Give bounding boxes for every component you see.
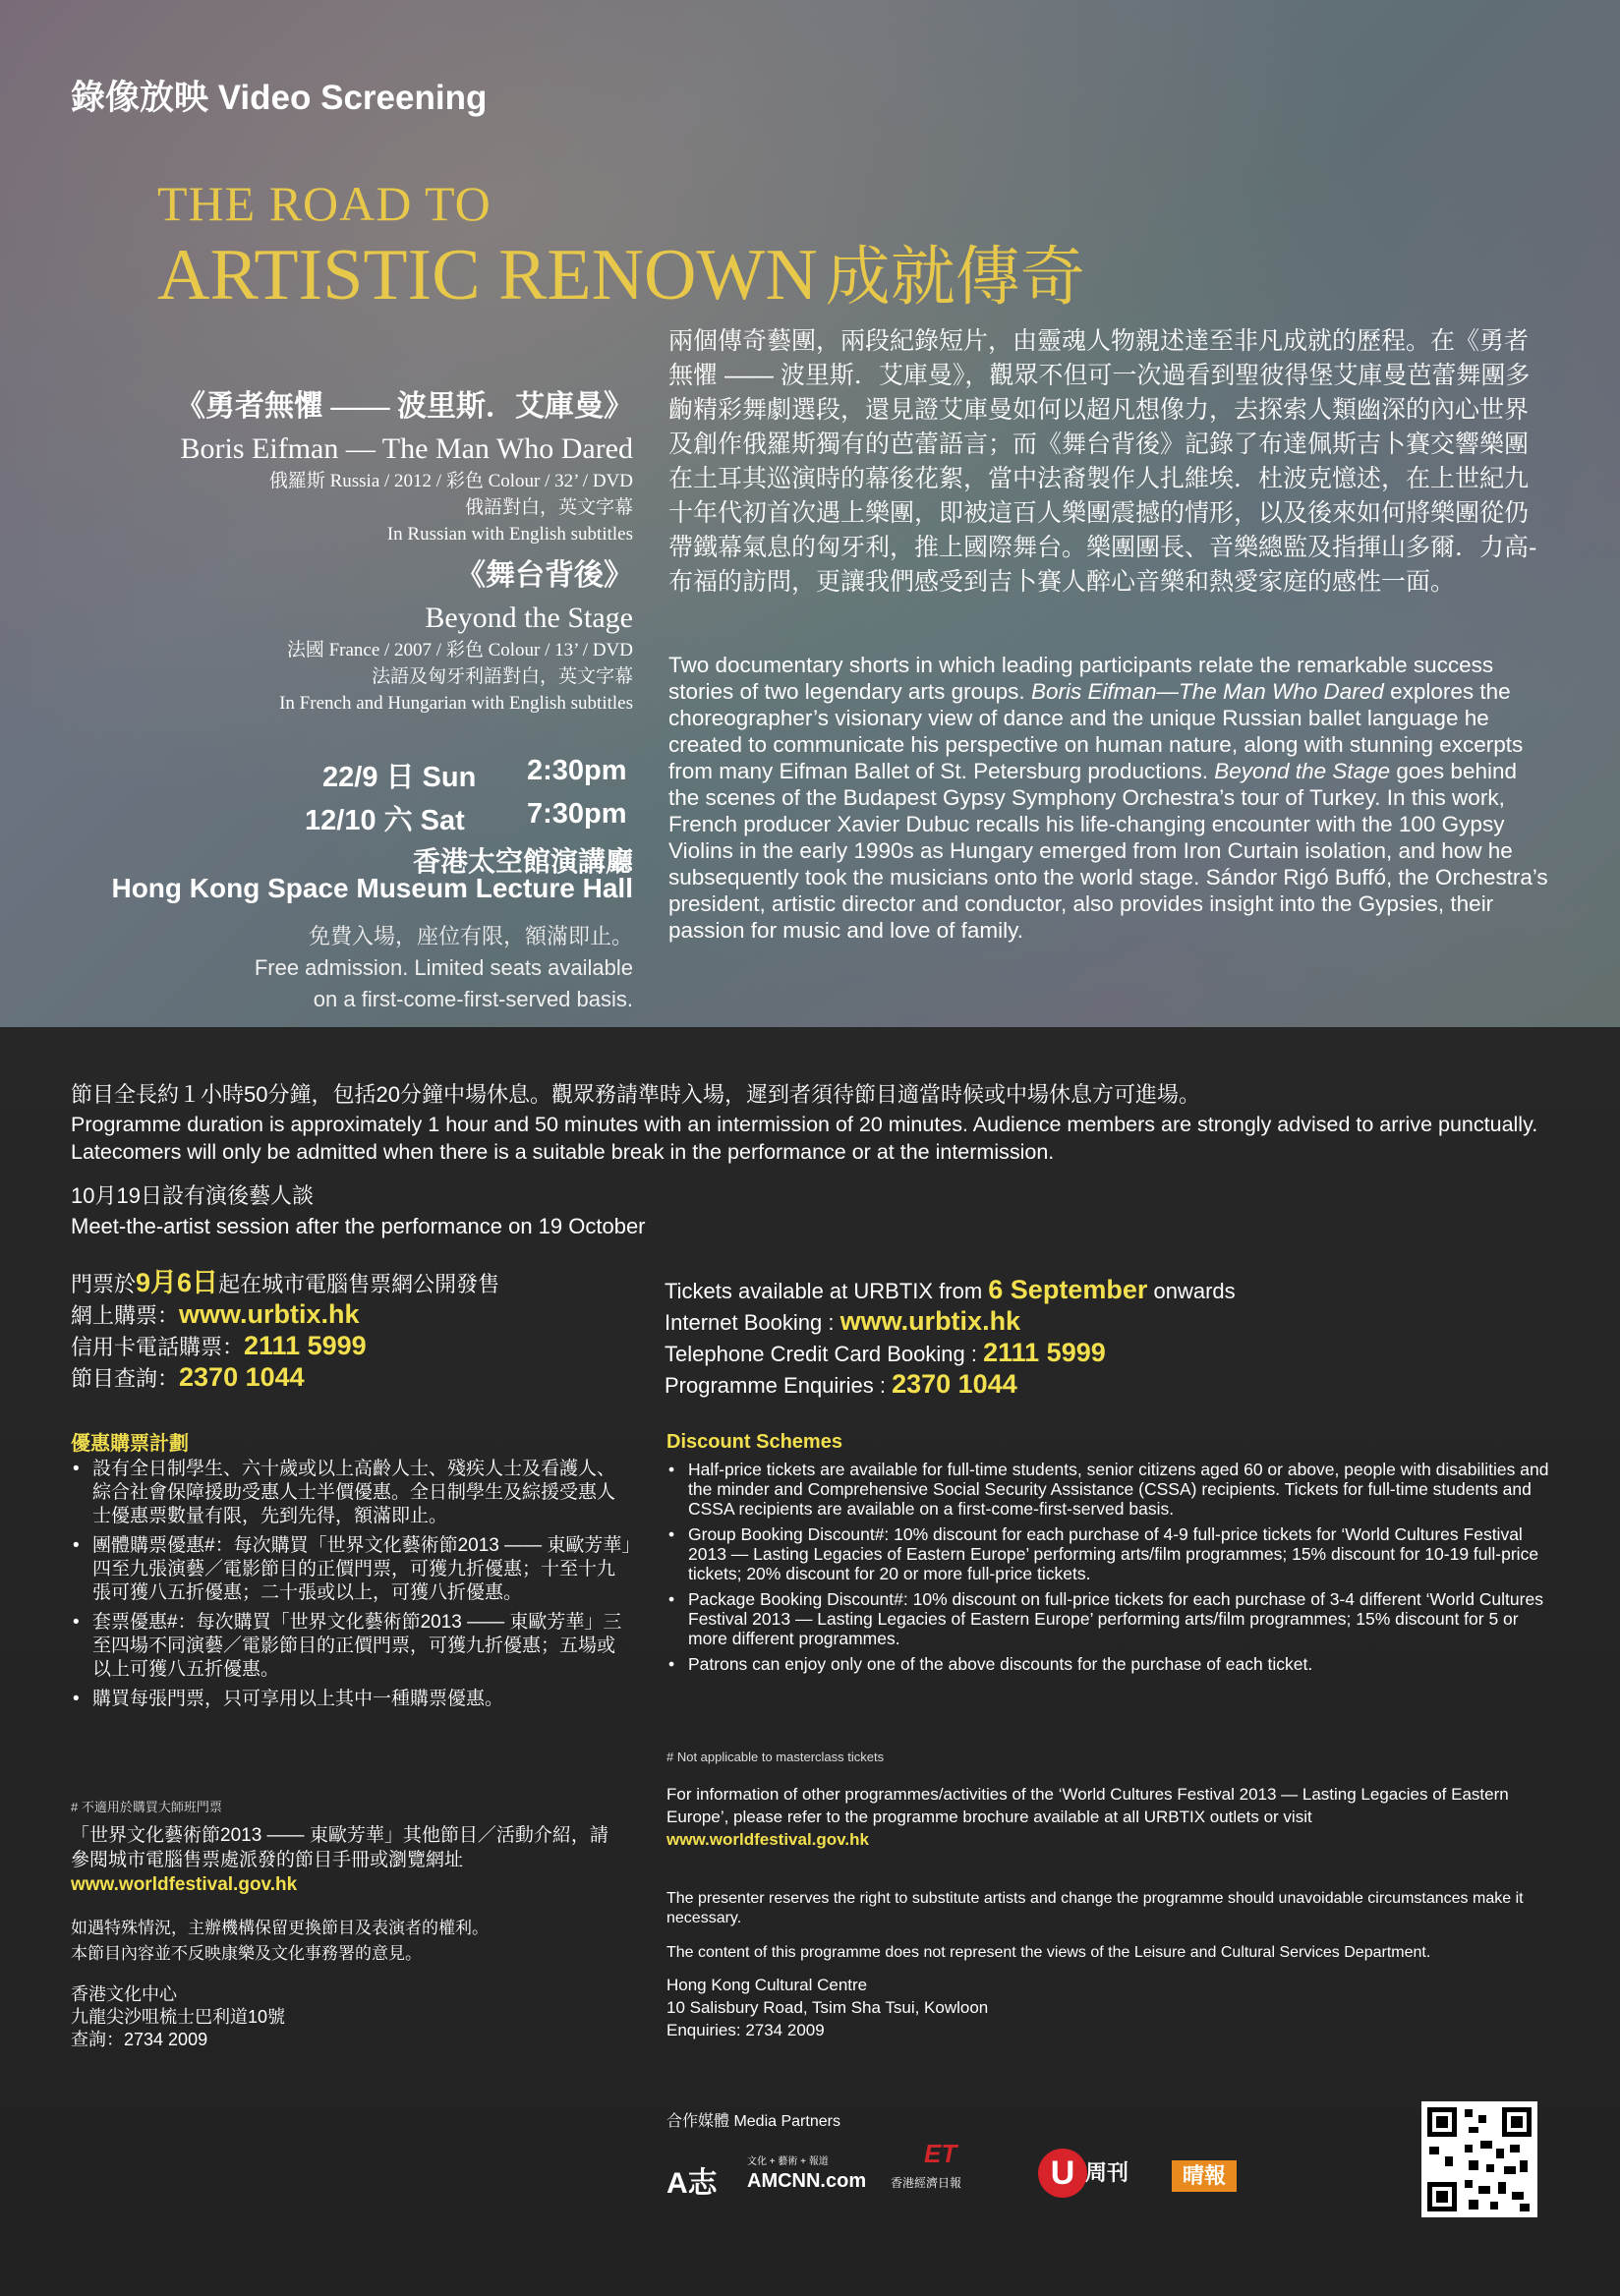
tickets-zh-date: 9月6日 bbox=[136, 1268, 219, 1297]
u-magazine-logo: U bbox=[1038, 2149, 1087, 2198]
film-2-en-title: Beyond the Stage bbox=[425, 602, 633, 634]
info-zh-programmes bbox=[71, 1823, 609, 1897]
amcnn-logo-mark: A志 bbox=[666, 2167, 718, 2200]
tickets-zh-l1c: 起在城市電腦售票網公開發售 bbox=[218, 1272, 500, 1296]
tickets-en-urbtix-link[interactable]: www.urbtix.hk bbox=[839, 1306, 1021, 1336]
info-en-address bbox=[666, 1974, 988, 2041]
tickets-en-l3a: Telephone Credit Card Booking : bbox=[665, 1342, 984, 1366]
discount-en-list bbox=[666, 1460, 1558, 1680]
tickets-en-l2a: Internet Booking : bbox=[665, 1310, 840, 1335]
tickets-zh-l3a: 信用卡電話購票： bbox=[71, 1335, 245, 1359]
venue-zh: 香港太空館演講廳 bbox=[412, 846, 633, 877]
top-section bbox=[0, 0, 1620, 1027]
title-line1: THE ROAD TO bbox=[157, 176, 492, 231]
title-line2-en: ARTISTIC RENOWN bbox=[157, 235, 818, 316]
discount-en-heading: Discount Schemes bbox=[666, 1431, 842, 1453]
tickets-en-l1c: onwards bbox=[1147, 1279, 1236, 1303]
info-zh-views: 本節目內容並不反映康樂及文化事務署的意見。 bbox=[71, 1944, 422, 1963]
film-2-meta3: In French and Hungarian with English subtitles bbox=[279, 693, 633, 714]
qr-code-icon[interactable] bbox=[1421, 2101, 1537, 2217]
venue-en: Hong Kong Space Museum Lecture Hall bbox=[111, 873, 633, 903]
tickets-en-l1a: Tickets available at URBTIX from bbox=[665, 1279, 989, 1303]
film-2 bbox=[279, 550, 633, 717]
discount-en-footnote: # Not applicable to masterclass tickets bbox=[666, 1750, 885, 1764]
discount-zh-item: • 設有全日制學生、六十歲或以上高齡人士、殘疾人士及看護人、綜合社會保障援助受惠人士半價優惠。全日制學生及綜援受惠人士優惠票數量有限，先到先得，額滿即止。 bbox=[92, 1458, 631, 1528]
film-1-meta3: In Russian with English subtitles bbox=[386, 524, 633, 545]
discount-en-item: • Group Booking Discount#: 10% discount for each purchase of 4-9 full-price tickets for ‘World Cultures Festival 2013 — Lasting Legacies of Eastern Europe’ performing arts/film programmes; 15% discount for 10-19 full-price tickets; 20% discount for 20 or more full-price tickets. bbox=[688, 1524, 1558, 1583]
admission-zh: 免費入場，座位有限，額滿即止。 bbox=[308, 924, 633, 948]
tickets-zh-urbtix-link[interactable]: www.urbtix.hk bbox=[179, 1299, 360, 1329]
section-label: 錄像放映 Video Screening bbox=[71, 79, 488, 117]
tickets-zh-enquiry: 2370 1044 bbox=[179, 1362, 305, 1392]
description-en-p1: Two documentary shorts in which leading participants relate the remarkable success stories of two legendary arts groups. bbox=[668, 653, 1494, 704]
discount-zh-list bbox=[71, 1458, 631, 1717]
tickets-zh bbox=[71, 1268, 499, 1394]
discount-en-item: • Package Booking Discount#: 10% discount on full-price tickets for each purchase of 3-4 different ‘World Cultures Festival 2013 — Lasting Legacies of Eastern Europe’ performing arts/film programmes; 15% discount for 5 or more different programmes. bbox=[688, 1589, 1558, 1648]
meet-artist-zh: 10月19日設有演後藝人談 bbox=[71, 1183, 314, 1208]
discount-en-item: • Patrons can enjoy only one of the above discounts for the purchase of each ticket. bbox=[688, 1654, 1558, 1674]
info-en-website-link[interactable]: www.worldfestival.gov.hk bbox=[666, 1830, 869, 1849]
info-zh-addr3: 查詢：2734 2009 bbox=[71, 2030, 208, 2049]
film-1-meta1: 俄羅斯 Russia / 2012 / 彩色 Colour / 32’ / DVD bbox=[268, 471, 633, 491]
description-zh: 兩個傳奇藝團，兩段紀錄短片，由靈魂人物親述達至非凡成就的歷程。在《勇者無懼 —— 波里斯．艾庫曼》，觀眾不但可一次過看到聖彼得堡艾庫曼芭蕾舞團多齣精彩舞劇選段，還見證艾庫曼如何以超凡想像力，去探索人類幽深的內心世界及創作俄羅斯獨有的芭蕾語言；而《舞台背後》記錄了布達佩斯吉卜賽交響樂團在土耳其巡演時的幕後花絮，當中法裔製作人扎維埃．杜波克憶述，在上世紀九十年代初首次遇上樂團，即被這百人樂團震撼的情形，以及後來如何將樂團從仍帶鐵幕氣息的匈牙利，推上國際舞台。樂團團長、音樂總監及指揮山多爾．力高-布福的訪問，更讓我們感受到吉卜賽人醉心音樂和熱愛家庭的感性一面。 bbox=[668, 327, 1537, 596]
tickets-en-phone: 2111 5999 bbox=[983, 1338, 1106, 1367]
hket-logo-mark: ET bbox=[924, 2139, 957, 2168]
description-en bbox=[668, 652, 1548, 944]
amcnn-logo bbox=[666, 2158, 718, 2202]
tickets-zh-l4a: 節目查詢： bbox=[71, 1366, 180, 1391]
info-en-rights: The presenter reserves the right to substitute artists and change the programme should unavoidable circumstances make it necessary. bbox=[666, 1890, 1524, 1926]
schedule-1-date: 22/9 日 Sun bbox=[322, 762, 477, 793]
info-en-addr3: Enquiries: 2734 2009 bbox=[666, 2021, 825, 2039]
info-en-programmes bbox=[666, 1783, 1536, 1851]
info-zh-website-link[interactable]: www.worldfestival.gov.hk bbox=[71, 1874, 298, 1895]
admission-info bbox=[255, 921, 633, 1015]
film-2-meta1: 法國 France / 2007 / 彩色 Colour / 13’ / DVD bbox=[286, 640, 633, 660]
film-1 bbox=[176, 381, 633, 547]
discount-en-item: • Half-price tickets are available for full-time students, senior citizens aged 60 or above, people with disabilities and the minder and Comprehensive Social Security Assistance (CSSA) recipients. Tickets for full-time students and CSSA recipients are available on a first-come-first-served basis. bbox=[688, 1460, 1558, 1519]
discount-zh-footnote: # 不適用於購買大師班門票 bbox=[71, 1800, 222, 1814]
duration-en: Programme duration is approximately 1 hour and 50 minutes with an intermission of 20 minutes. Audience members are strongly advised to arrive punctually. Latecomers will only be admitted when there is a suitable break in the performance or at the intermission. bbox=[71, 1113, 1538, 1164]
duration-zh: 節目全長約１小時50分鐘，包括20分鐘中場休息。觀眾務請準時入場，遲到者須待節目適當時候或中場休息方可進場。 bbox=[71, 1082, 1200, 1107]
description-en-title2: Beyond the Stage bbox=[1214, 759, 1391, 783]
film-1-zh-title: 《勇者無懼 —— 波里斯．艾庫曼》 bbox=[176, 390, 633, 423]
discount-zh-item: • 購買每張門票，只可享用以上其中一種購票優惠。 bbox=[92, 1688, 631, 1711]
title-line2-zh: 成就傳奇 bbox=[825, 242, 1085, 314]
amcnn-tagline: 文化 + 藝術 + 報道 bbox=[747, 2156, 829, 2167]
tickets-zh-phone: 2111 5999 bbox=[244, 1331, 367, 1360]
schedule-1-time: 2:30pm bbox=[527, 755, 627, 786]
info-zh-address bbox=[71, 1983, 285, 2051]
discount-zh-heading: 優惠購票計劃 bbox=[71, 1433, 189, 1455]
admission-en2: on a first-come-first-served basis. bbox=[313, 987, 633, 1011]
discount-zh-item: • 團體購票優惠#：每次購買「世界文化藝術節2013 —— 東歐芳華」四至九張演藝／電影節目的正價門票，可獲九折優惠；十至十九張可獲八五折優惠；二十張或以上，可獲八折優惠。 bbox=[92, 1534, 631, 1605]
u-magazine-logo-text: 周刊 bbox=[1085, 2160, 1129, 2185]
title-line2 bbox=[157, 224, 1085, 317]
film-2-meta2: 法語及匈牙利語對白，英文字幕 bbox=[371, 666, 633, 687]
info-en-views: The content of this programme does not represent the views of the Leisure and Cultural Services Department. bbox=[666, 1944, 1431, 1961]
media-partners-label: 合作媒體 Media Partners bbox=[666, 2113, 840, 2130]
tickets-zh-l1a: 門票於 bbox=[71, 1272, 137, 1296]
info-zh-addr1: 香港文化中心 bbox=[71, 1984, 177, 2004]
info-zh-rights: 如遇特殊情況，主辦機構保留更換節目及表演者的權利。 bbox=[71, 1919, 489, 1937]
discount-zh-item: • 套票優惠#：每次購買「世界文化藝術節2013 —— 東歐芳華」三至四場不同演藝／電影節目的正價門票，可獲九折優惠；五場或以上可獲八五折優惠。 bbox=[92, 1611, 631, 1682]
tickets-en-enquiry: 2370 1044 bbox=[892, 1369, 1017, 1399]
description-en-p2: explores the choreographer’s visionary view of dance and the unique Russian ballet language he created to communicate his perspective on human nature, along with stunning excerpts from many Eifman Ballet of St. Petersburg productions. bbox=[668, 679, 1524, 783]
description-en-title1: Boris Eifman—The Man Who Dared bbox=[1030, 679, 1384, 704]
tickets-zh-l2a: 網上購票： bbox=[71, 1303, 180, 1328]
schedule-2-time: 7:30pm bbox=[527, 798, 627, 830]
description-en-p3: goes behind the scenes of the Budapest Gypsy Symphony Orchestra’s tour of Turkey. In this work, French producer Xavier Dubuc recalls his life-changing encounter with the 100 Gypsy Violins in the early 1990s as Hungary emerged from Iron Curtain isolation, and how he subsequently took the musicians onto the world stage. Sándor Rigó Buffó, the Orchestra’s president, artistic director and conductor, also provides insight into the Gypsies, their passion for music and love of family. bbox=[668, 759, 1548, 943]
schedule-2-date: 12/10 六 Sat bbox=[305, 805, 465, 836]
tickets-en-l4a: Programme Enquiries : bbox=[665, 1373, 893, 1398]
admission-en1: Free admission. Limited seats available bbox=[254, 955, 633, 980]
film-2-zh-title: 《舞台背後》 bbox=[456, 559, 633, 592]
sky-post-logo: 晴報 bbox=[1172, 2160, 1237, 2192]
tickets-en bbox=[665, 1275, 1236, 1401]
film-1-en-title: Boris Eifman — The Man Who Dared bbox=[180, 432, 633, 465]
hket-logo-text: 香港經濟日報 bbox=[891, 2176, 962, 2190]
info-en-text: For information of other programmes/activities of the ‘World Cultures Festival 2013 — Lasting Legacies of Eastern Europe’, please refer to the programme brochure available at all URBTIX outlets or visit bbox=[666, 1785, 1509, 1826]
film-1-meta2: 俄語對白，英文字幕 bbox=[464, 497, 633, 518]
tickets-en-date: 6 September bbox=[988, 1275, 1148, 1304]
amcnn-logo-text: AMCNN.com bbox=[747, 2170, 867, 2192]
info-en-addr2: 10 Salisbury Road, Tsim Sha Tsui, Kowloon bbox=[666, 1998, 989, 2017]
info-zh-addr2: 九龍尖沙咀梳士巴利道10號 bbox=[71, 2007, 286, 2027]
info-en-addr1: Hong Kong Cultural Centre bbox=[666, 1976, 868, 1994]
info-zh-text: 「世界文化藝術節2013 —— 東歐芳華」其他節目／活動介紹，請參閱城市電腦售票處派發的節目手冊或瀏覽網址 bbox=[71, 1825, 608, 1870]
meet-artist-en: Meet-the-artist session after the performance on 19 October bbox=[71, 1214, 646, 1238]
